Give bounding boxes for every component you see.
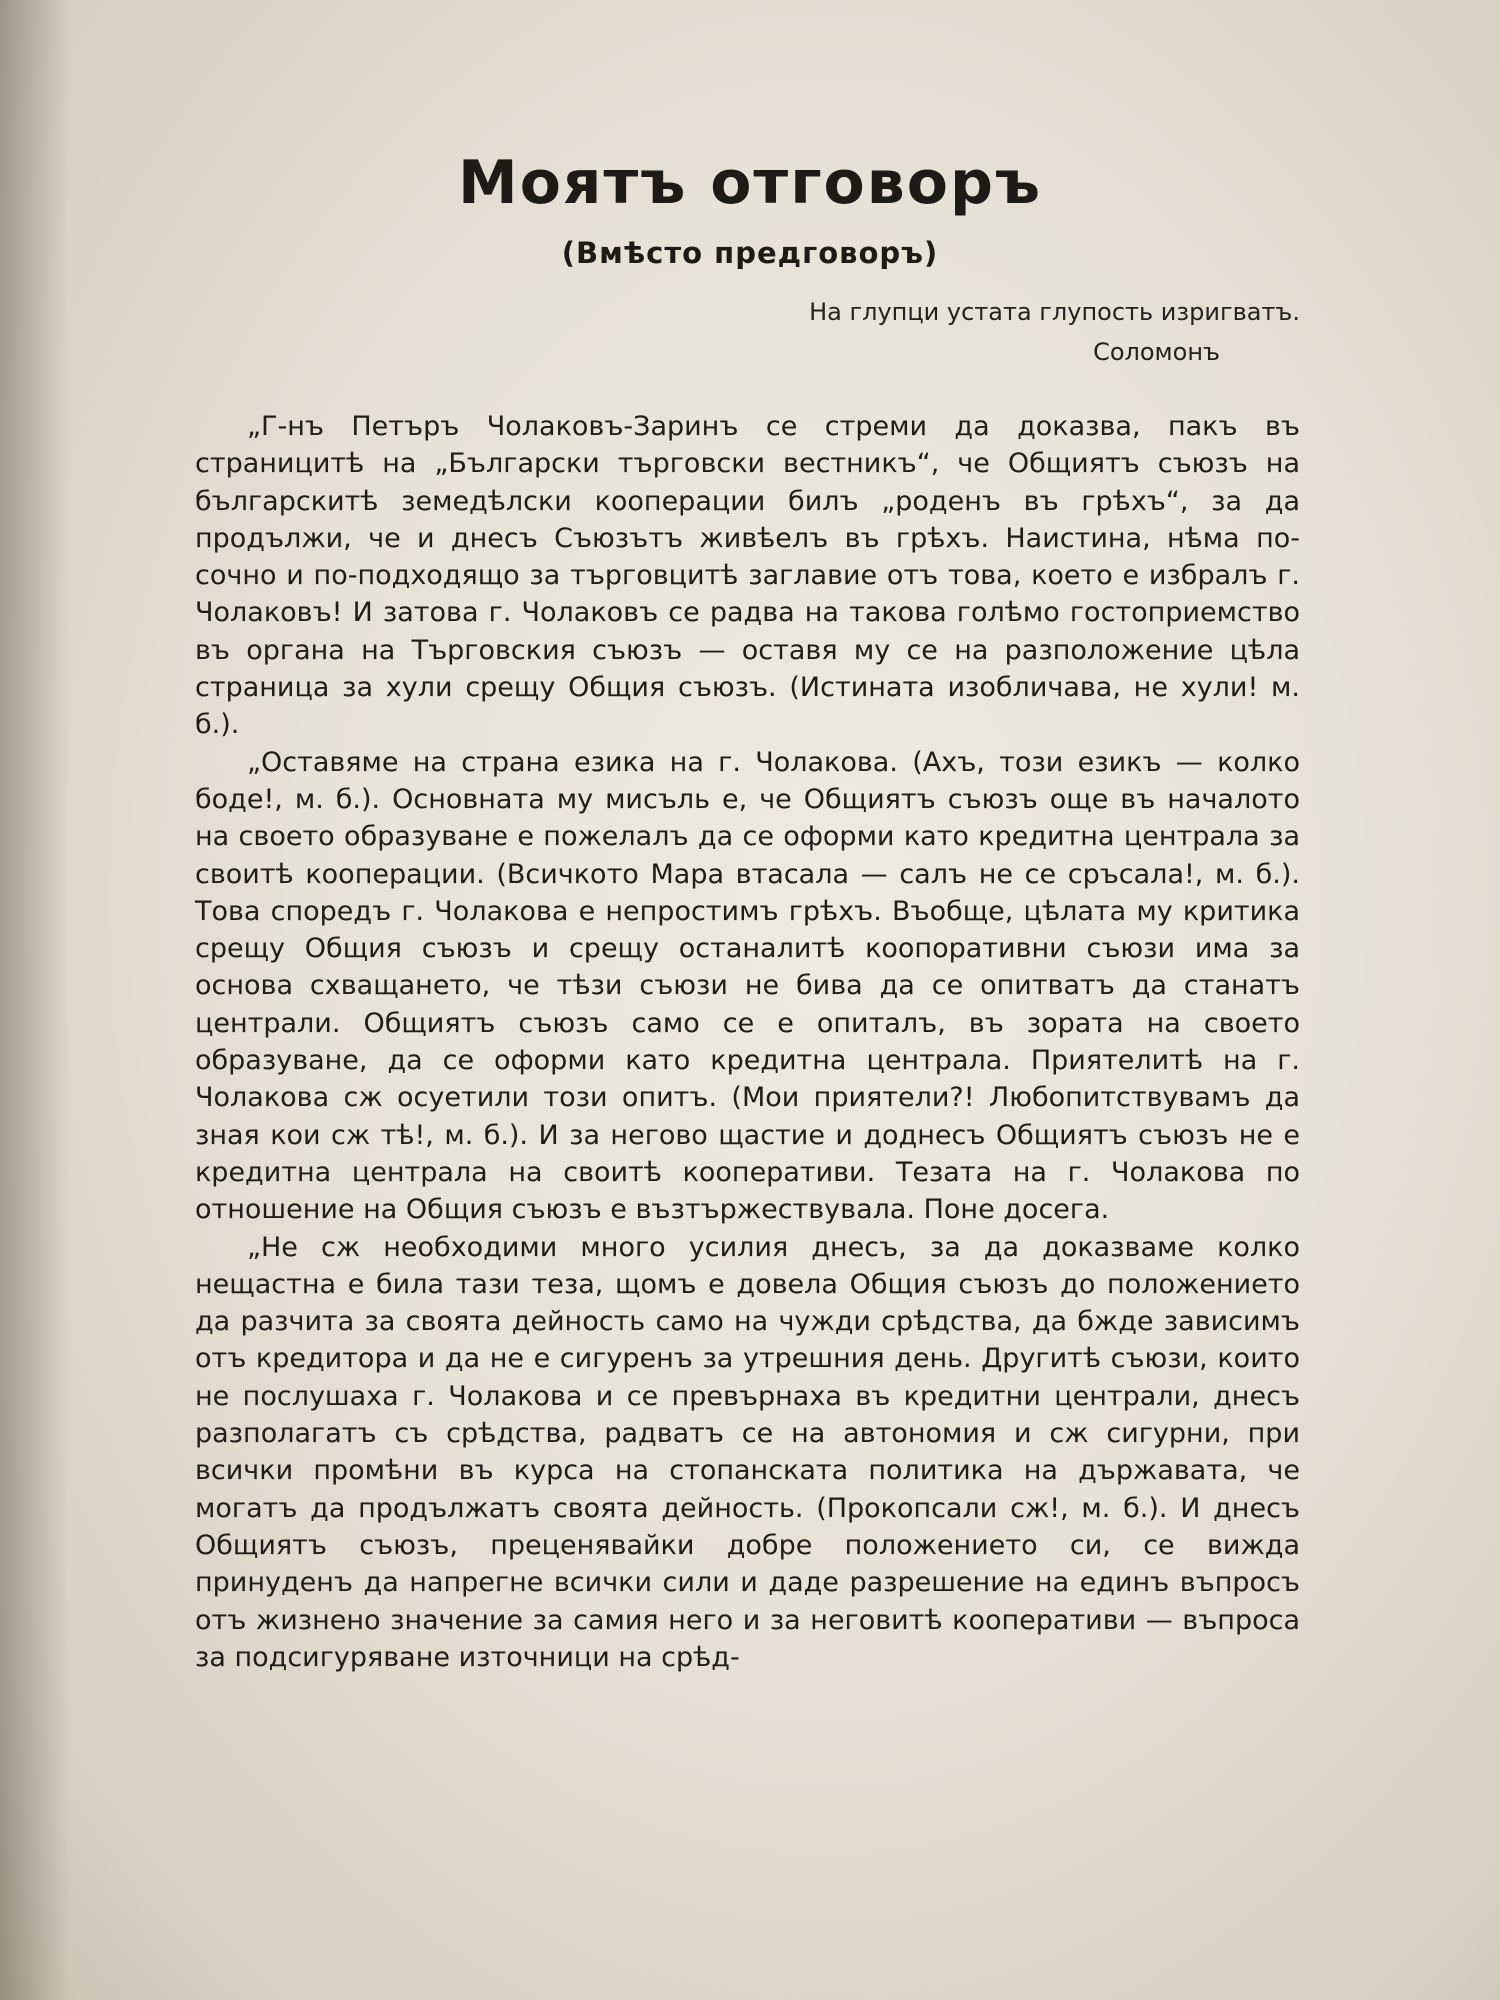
page-subtitle: (Вмѣсто предговоръ) <box>561 236 939 270</box>
epigraph <box>500 292 1300 372</box>
epigraph-author: Соломонъ <box>1093 338 1220 366</box>
paragraph-1: „Г-нъ Петъръ Чолаковъ-Заринъ се стреми да доказва, пакъ въ страницитѣ на „Български търговски вестникъ“, че Общиятъ съюзъ на българскитѣ земедѣлски кооперации билъ „роденъ въ грѣхъ“, за да продължи, че и днесъ Съюзътъ живѣелъ въ грѣхъ. Наистина, нѣма по-сочно и по-подходящо за търговцитѣ заглавие отъ това, което е избралъ г. Чолаковъ! И затова г. Чолаковъ се радва на такова голѣмо гостоприемство въ органа на Търговския съюзъ — оставя му се на разположение цѣла страница за хули срещу Общия съюзъ. (Истината изобличава, не хули! м. б.). <box>195 411 1300 741</box>
epigraph-quote: На глупци устата глупость изригватъ. <box>809 298 1300 326</box>
paragraph-3: „Не сж необходими много усилия днесъ, за да доказваме колко нещастна е била тази теза, щомъ е довела Общия съюзъ до положението да разчита за своята дейность само на чужди срѣдства, да бжде зависимъ отъ кредитора и да не е сигуренъ за утрешния день. Другитѣ съюзи, които не послушаха г. Чолакова и се превърнаха въ кредитни централи, днесъ разполагатъ съ срѣдства, радватъ се на автономия и сж сигурни, при всички промѣни въ курса на стопанската политика на държавата, че могатъ да продължатъ своята дейность. (Прокопсали сж!, м. б.). И днесъ Общиятъ съюзъ, преценявайки добре положението си, се вижда принуденъ да напрегне всички сили и даде разрешение на единъ въпросъ отъ жизнено значение за самия него и за неговитѣ кооперативи — въпроса за подсигуряване източници на срѣд- <box>195 1231 1300 1673</box>
page-title: Моятъ отговоръ <box>458 148 1042 218</box>
body-text <box>195 408 1300 1676</box>
page-spine-shadow <box>0 0 70 2000</box>
paragraph-2: „Оставяме на страна езика на г. Чолакова. (Ахъ, този езикъ — колко боде!, м. б.). Основната му мисъль е, че Общиятъ съюзъ още въ началото на своето образуване е пожелалъ да се оформи като кредитна централа за своитѣ кооперации. (Всичкото Мара втасала — салъ не се сръсала!, м. б.). Това споредъ г. Чолакова е непростимъ грѣхъ. Въобще, цѣлата му критика срещу Общия съюзъ и срещу останалитѣ коопоративни съюзи има за основа схващането, че тѣзи съюзи не бива да се опитватъ да станатъ централи. Общиятъ съюзъ само се е опиталъ, въ зората на своето образуване, да се оформи като кредитна централа. Приятелитѣ на г. Чолакова сж осуетили този опитъ. (Мои приятели?! Любопитствувамъ да зная кои сж тѣ!, м. б.). И за негово щастие и доднесъ Общиятъ съюзъ не е кредитна централа на своитѣ кооперативи. Тезата на г. Чолакова по отношение на Общия съюзъ е възтържествувала. Поне досега. <box>195 746 1300 1226</box>
